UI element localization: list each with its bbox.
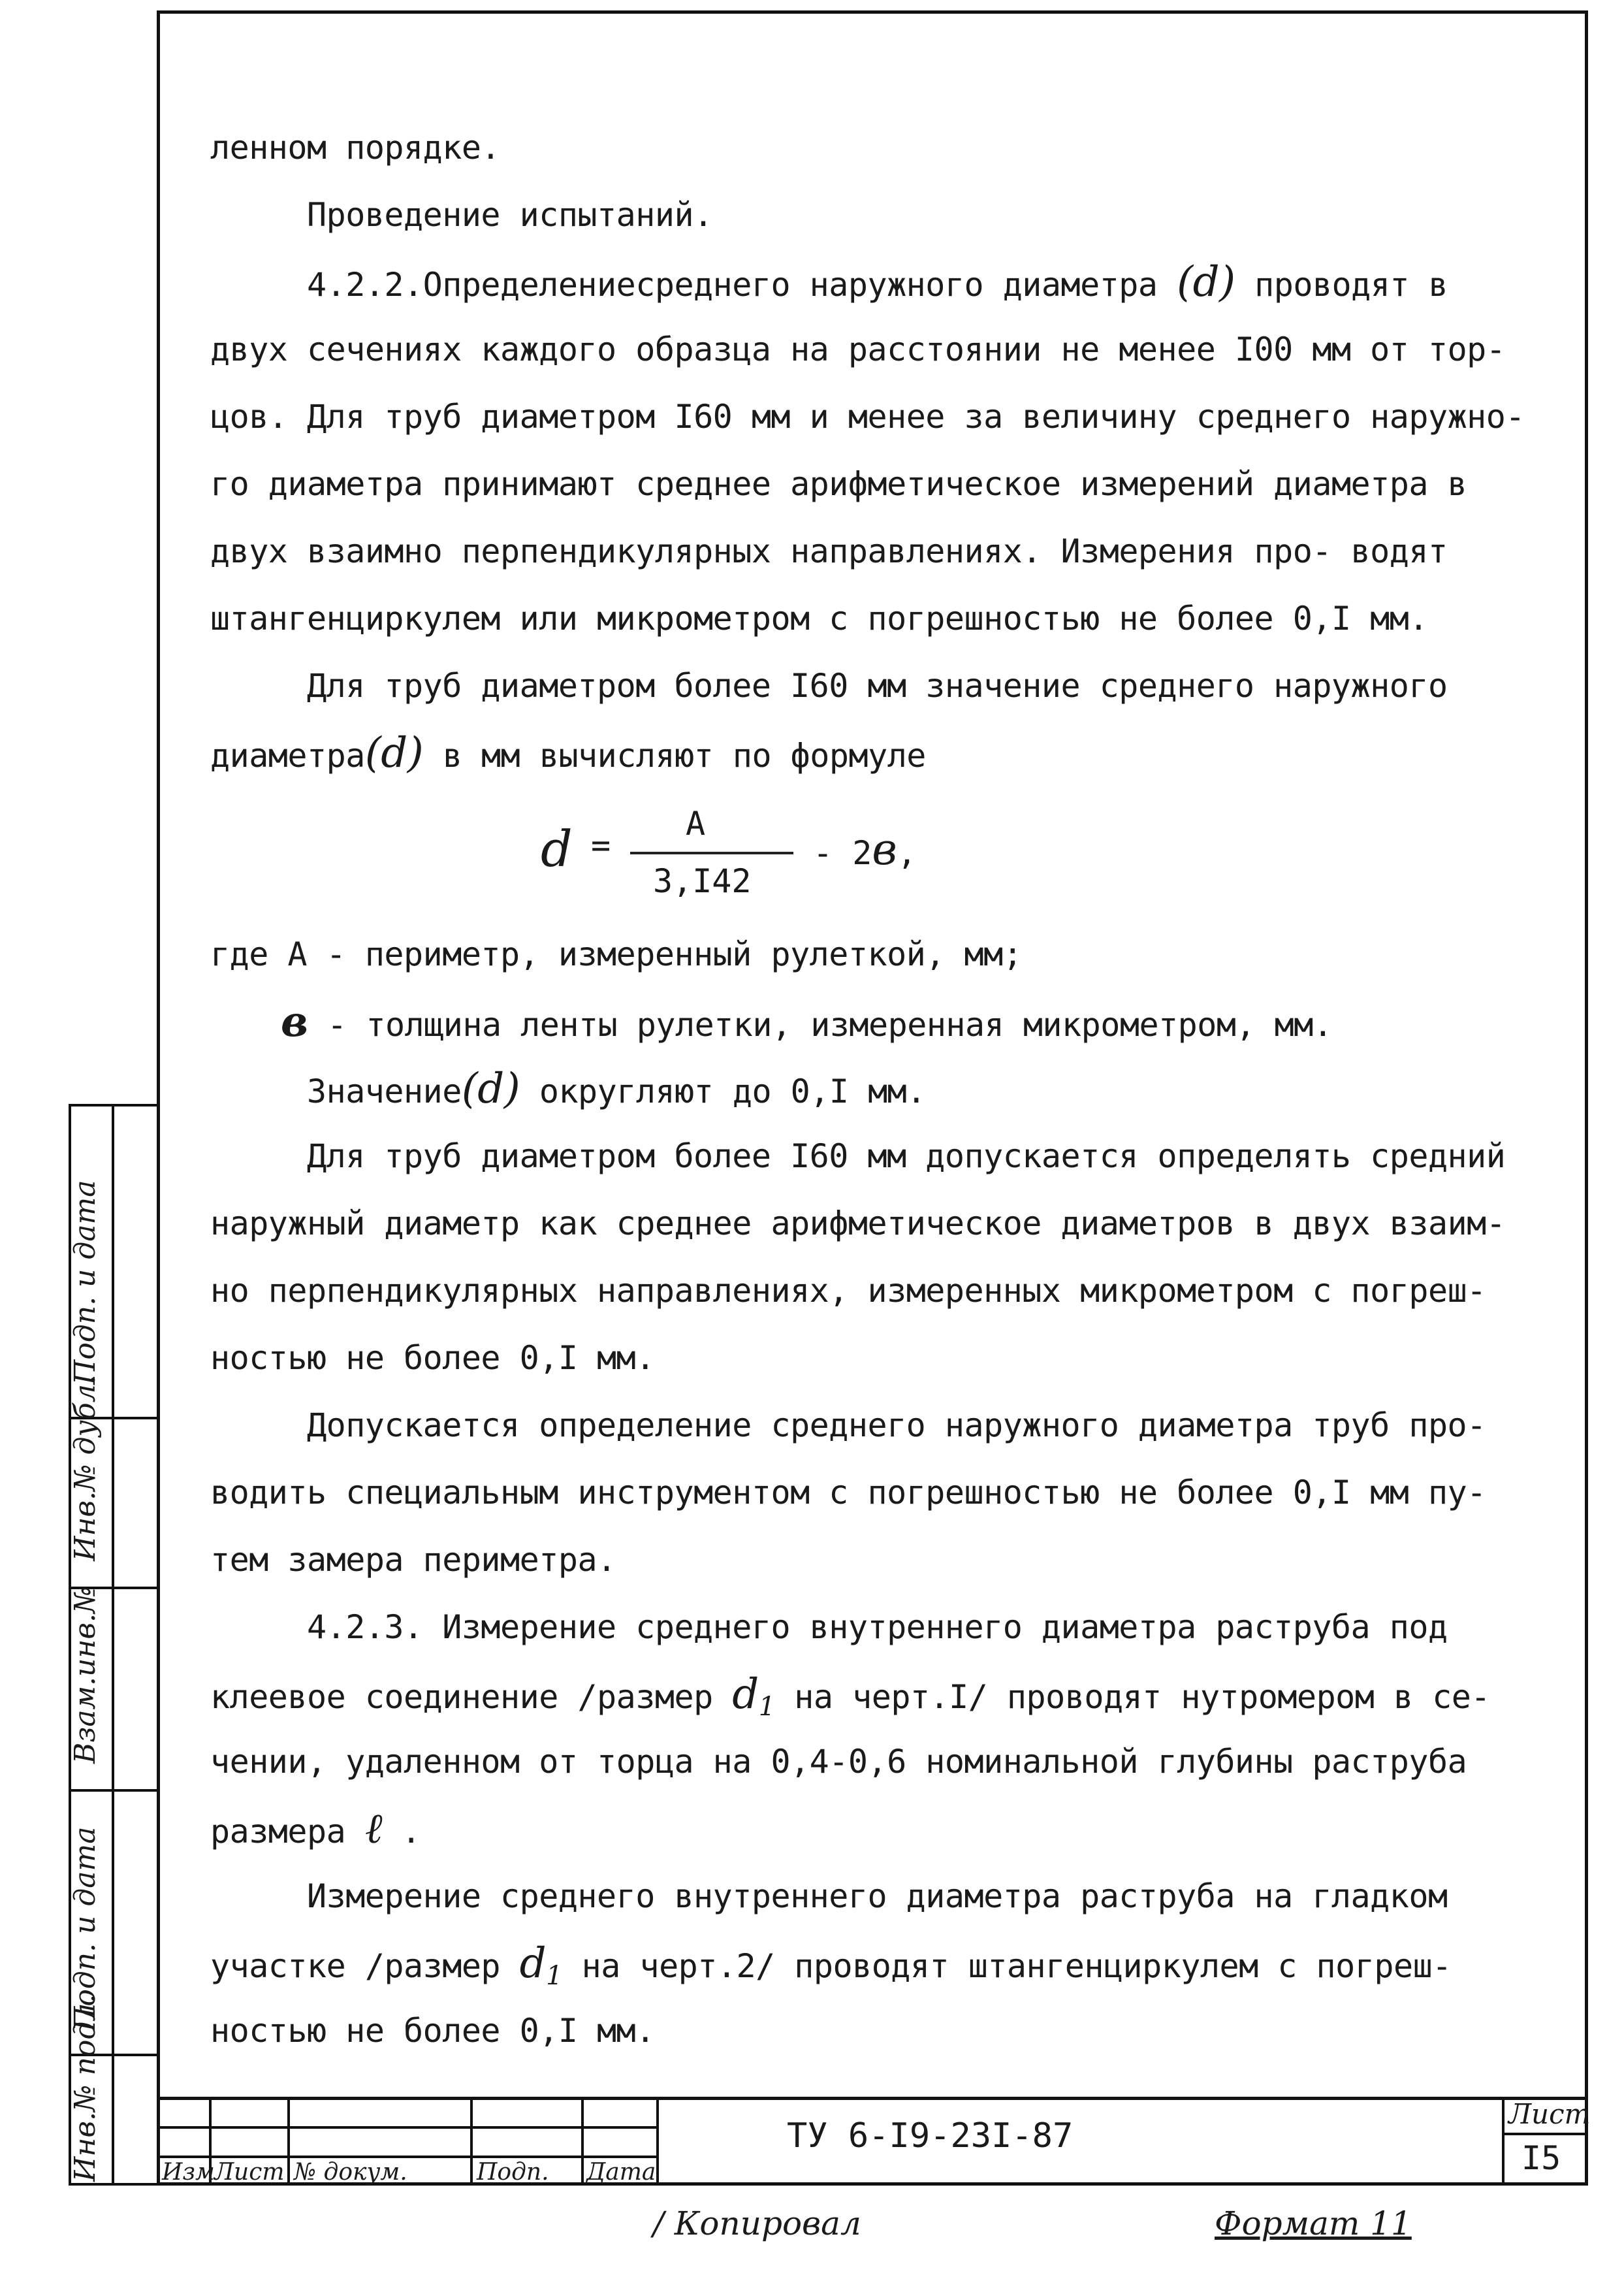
text-line: в - толщина ленты рулетки, измеренная микрометром, мм. — [281, 997, 1333, 1046]
text-line: 4.2.2.Определениесреднего наружного диаметра (d) проводят в — [307, 258, 1448, 306]
fraction-bar — [630, 852, 793, 854]
symbol-d1: d — [732, 1670, 759, 1719]
symbol-d: (d) — [461, 1065, 520, 1113]
text-line: диаметра(d) в мм вычисляют по формуле — [210, 729, 926, 777]
text-line: размера ℓ . — [210, 1805, 421, 1853]
text-line: го диаметра принимают среднее арифметическое измерений диаметра в — [210, 465, 1467, 503]
text-line: цов. Для труб диаметром I60 мм и менее за величину среднего наружно- — [210, 398, 1525, 436]
formula-equals: = — [591, 826, 611, 864]
text-line: водить специальным инструментом с погрешностью не более 0,I мм пу- — [210, 1474, 1486, 1511]
col-date: Дата — [586, 2159, 656, 2186]
format-label: Формат 11 — [1215, 2205, 1412, 2242]
symbol-d1: d — [519, 1939, 547, 1988]
text-line: ностью не более 0,I мм. — [210, 1339, 655, 1377]
text-line: двух сечениях каждого образца на расстоянии не менее I00 мм от тор- — [210, 331, 1506, 368]
subheading: Проведение испытаний. — [307, 196, 713, 234]
col-sign: Подп. — [477, 2159, 549, 2186]
text-line: наружный диаметр как среднее арифметическое диаметров в двух взаим- — [210, 1204, 1506, 1242]
text-line: участке /размер $d_1$ на черт.2/ проводят штангенциркулем с погреш- — [210, 1939, 1452, 1991]
text-line: где А - периметр, измеренный рулеткой, мм; — [210, 935, 1023, 973]
side-label: Подп. и дата — [69, 1180, 102, 1385]
text-line: ленном порядке. — [210, 129, 501, 167]
col-list: Лист — [214, 2159, 285, 2186]
text-line: чении, удаленном от торца на 0,4-0,6 номинальной глубины раструба — [210, 1743, 1467, 1781]
symbol-l: ℓ — [364, 1805, 382, 1853]
text-line: Для труб диаметром более I60 мм значение среднего наружного — [307, 667, 1448, 705]
text-line: Для труб диаметром более I60 мм допускается определять средний — [307, 1137, 1506, 1175]
formula-tail: - 2в, — [813, 824, 917, 875]
col-izm: Изм — [162, 2159, 215, 2186]
side-label: Инв.№ дубл. — [69, 1375, 102, 1561]
sheet-number: I5 — [1521, 2139, 1561, 2177]
copied-by: / Копировал — [653, 2205, 861, 2242]
side-label: Инв.№ подл. — [69, 1994, 102, 2182]
side-label: Подп. и дата — [69, 1826, 102, 2031]
symbol-d: (d) — [364, 729, 424, 777]
side-label: Взам.инв.№ — [69, 1586, 102, 1764]
text-line: ностью не более 0,I мм. — [210, 2012, 655, 2050]
symbol-d: (d) — [1177, 258, 1235, 306]
formula-denominator: 3,I42 — [653, 862, 752, 900]
text-line: тем замера периметра. — [210, 1541, 616, 1579]
text-line: но перпендикулярных направлениях, измеренных микрометром с погреш- — [210, 1272, 1486, 1310]
formula-lhs: d — [541, 820, 573, 878]
formula-numerator: А — [686, 805, 706, 843]
text-line: штангенциркулем или микрометром с погрешностью не более 0,I мм. — [210, 600, 1428, 638]
document-code: ТУ 6-I9-23I-87 — [787, 2116, 1074, 2156]
text-line: двух взаимно перпендикулярных направлениях. Измерения про- водят — [210, 532, 1448, 570]
text-line: Измерение среднего внутреннего диаметра раструба на гладком — [307, 1877, 1448, 1915]
text-line: Допускается определение среднего наружного диаметра труб про- — [307, 1406, 1486, 1444]
col-doc-no: № докум. — [294, 2159, 407, 2186]
text-line: клеевое соединение /размер $d_1$ на черт.I/ проводят нутромером в се- — [210, 1670, 1490, 1722]
sheet-caption: Лист — [1508, 2098, 1591, 2130]
text-line: 4.2.3. Измерение среднего внутреннего диаметра раструба под — [307, 1608, 1448, 1646]
symbol-b: в — [281, 997, 308, 1046]
text-line: Значение(d) округляют до 0,I мм. — [307, 1065, 926, 1113]
